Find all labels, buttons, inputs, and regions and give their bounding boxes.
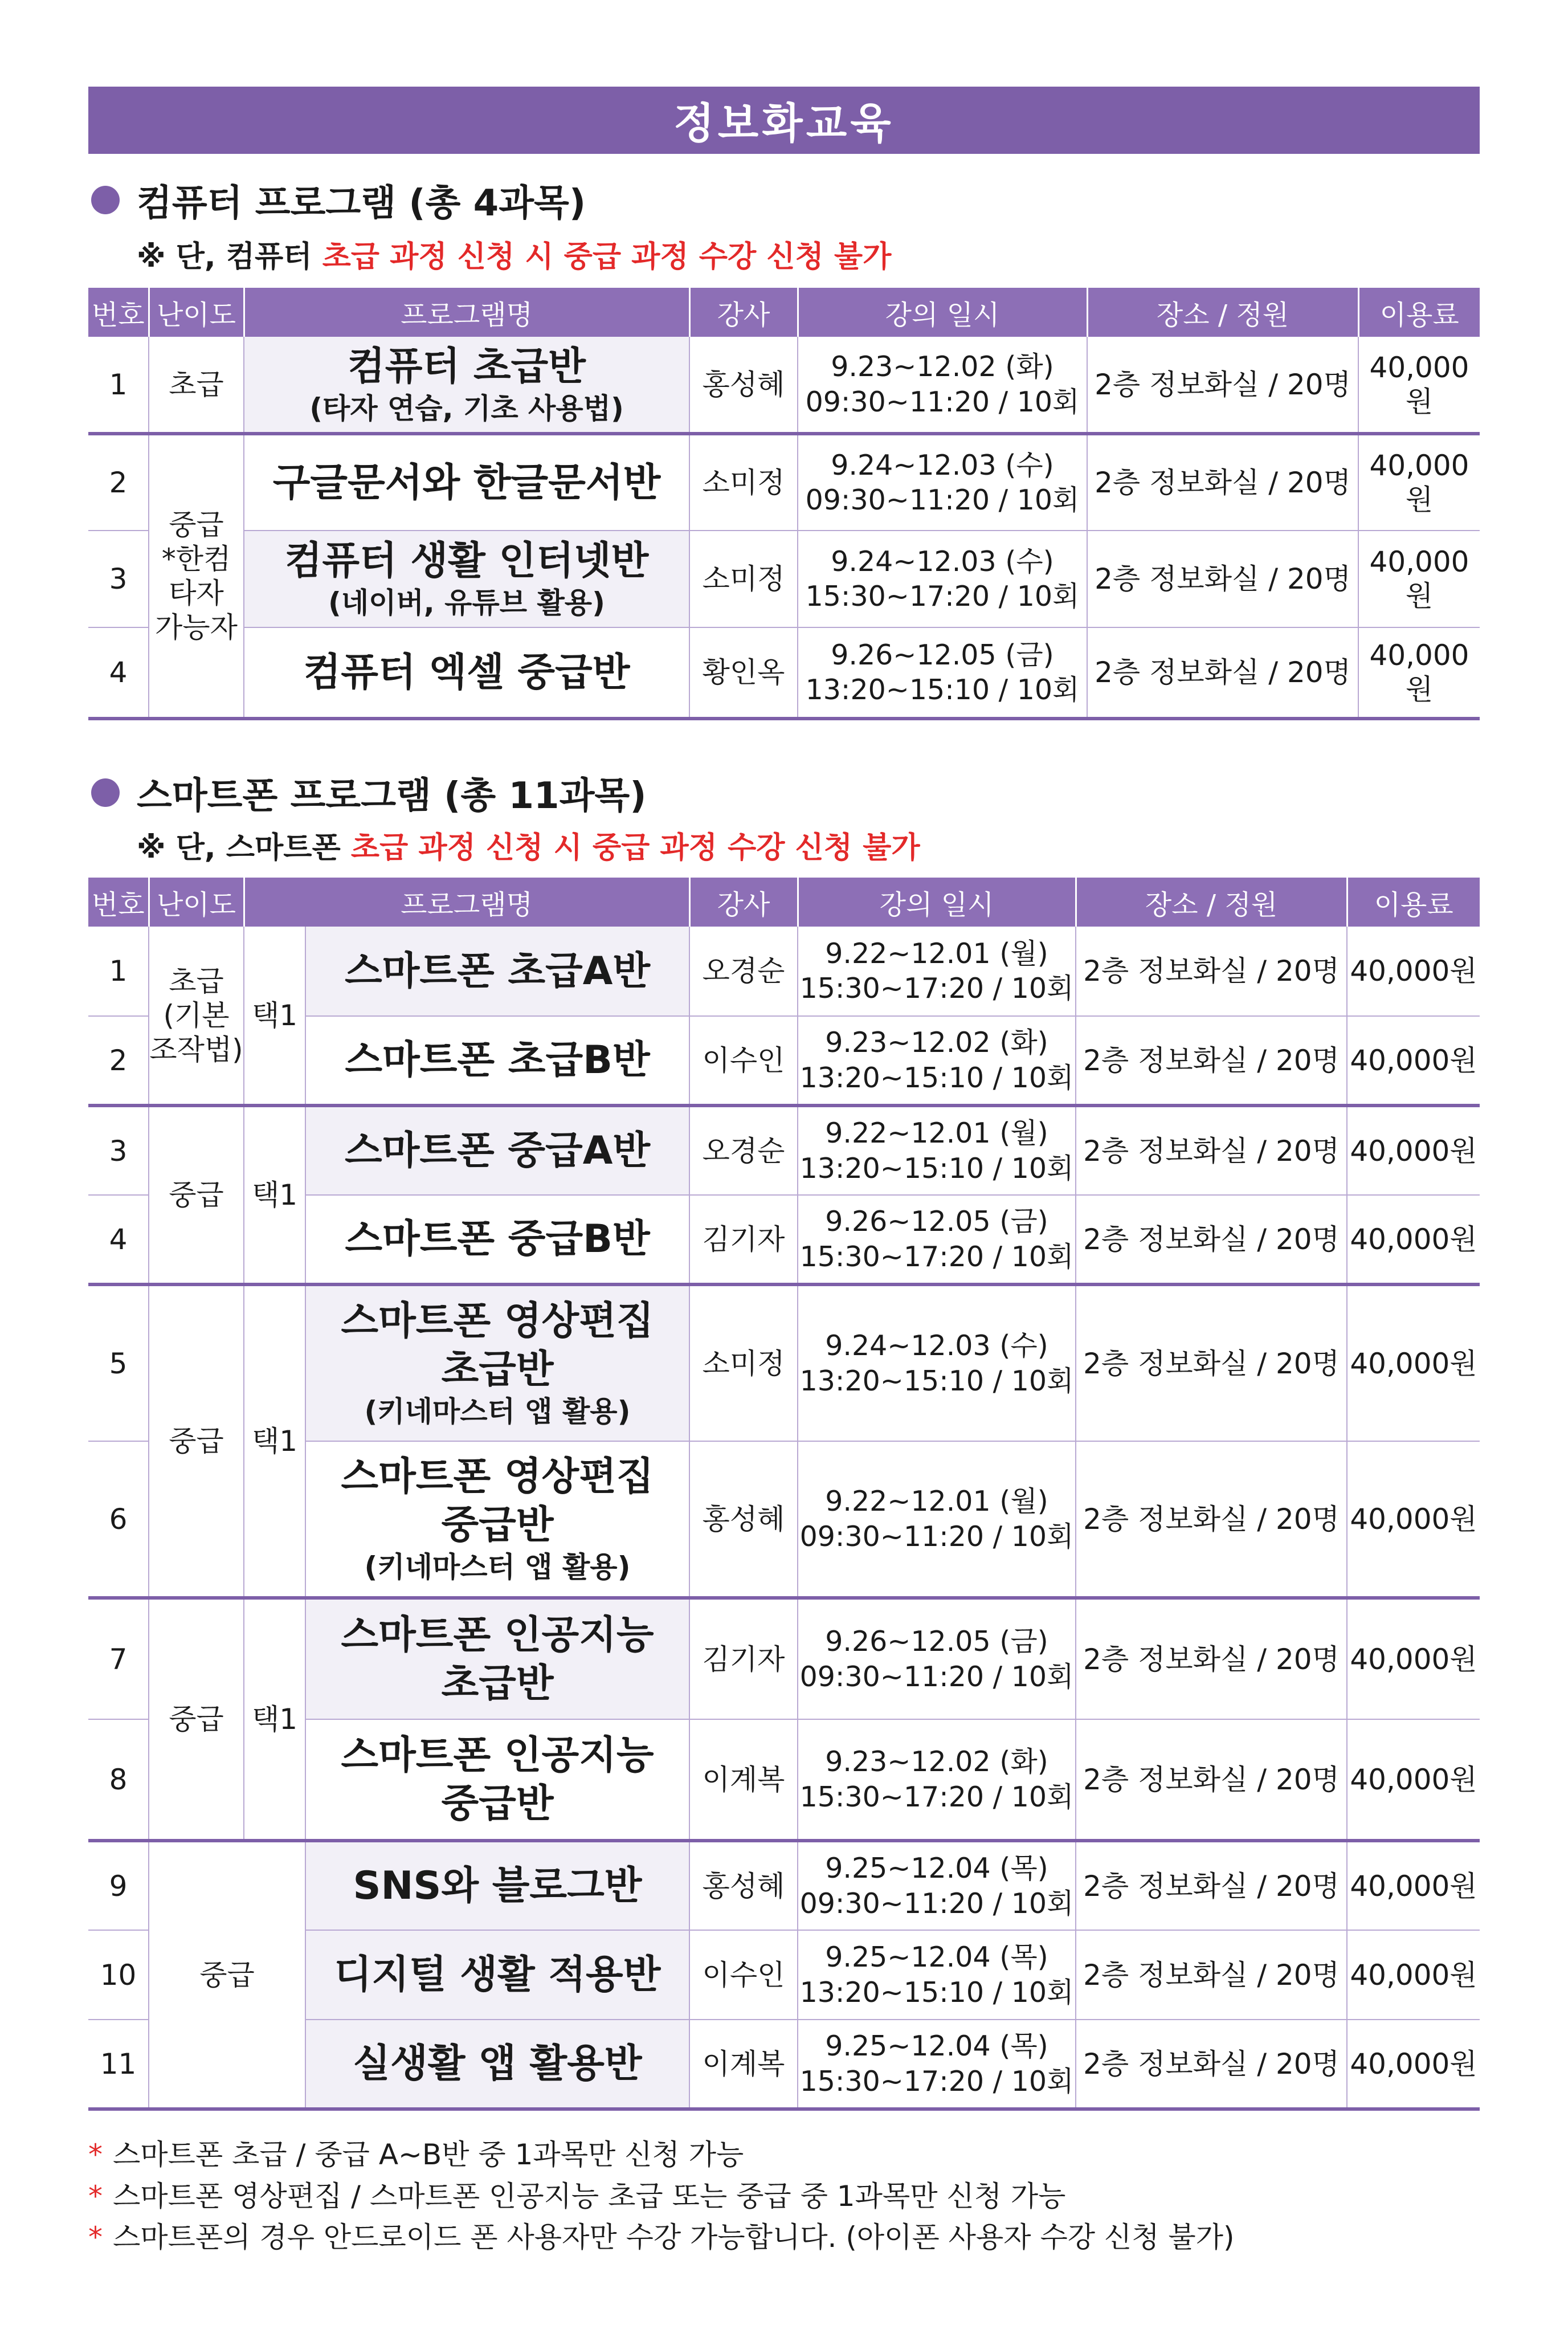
- time-range: 13:20~15:10 / 10회: [799, 1061, 1074, 1094]
- footnote-text: 스마트폰 초급 / 중급 A~B반 중 1과목만 신청 가능: [113, 2138, 744, 2171]
- row-teacher: 소미정: [689, 1284, 798, 1441]
- program-sub: (타자 연습, 기초 사용법): [309, 391, 624, 425]
- row-teacher: 홍성혜: [689, 1441, 798, 1598]
- computer-note-prefix: ※ 단, 컴퓨터: [137, 240, 312, 274]
- program-name: 스마트폰 인공지능: [341, 1732, 654, 1778]
- row-fee: 40,000원: [1347, 1106, 1480, 1195]
- row-program: [305, 1930, 689, 2020]
- smart-section-title: [91, 766, 646, 819]
- row-place: 2층 정보화실 / 20명: [1087, 337, 1358, 434]
- row-date: [798, 1106, 1076, 1195]
- row-no: 4: [88, 627, 149, 719]
- row-place: 2층 정보화실 / 20명: [1076, 927, 1347, 1016]
- header-date: 강의 일시: [798, 878, 1076, 927]
- footnote-text: 스마트폰 영상편집 / 스마트폰 인공지능 초급 또는 중급 중 1과목만 신청 가능: [113, 2179, 1066, 2213]
- date-range: 9.26~12.05 (금): [825, 1625, 1048, 1658]
- row-place: 2층 정보화실 / 20명: [1076, 1016, 1347, 1106]
- table-row: [88, 1841, 1480, 1930]
- row-date: [798, 1016, 1076, 1106]
- row-teacher: 김기자: [689, 1195, 798, 1284]
- bullet-dot-icon: [91, 778, 120, 807]
- row-no: 10: [88, 1930, 149, 2020]
- row-fee: 40,000원: [1347, 927, 1480, 1016]
- bullet-dot-icon: [91, 186, 120, 214]
- program-name-2: 초급반: [441, 1347, 554, 1393]
- page-banner: 정보화교육: [88, 87, 1480, 154]
- computer-note-warning: 초급 과정 신청 시 중급 과정 수강 신청 불가: [322, 240, 892, 274]
- row-no: 1: [88, 337, 149, 434]
- smart-title-text: 스마트폰 프로그램 (총 11과목): [137, 775, 647, 817]
- program-name: 스마트폰 초급B반: [345, 1038, 650, 1083]
- date-range: 9.23~12.02 (화): [825, 1745, 1048, 1779]
- table-header-row: [88, 878, 1480, 927]
- row-level: 초급: [149, 337, 244, 434]
- computer-note: [137, 233, 891, 275]
- row-no: 11: [88, 2020, 149, 2109]
- row-program: [244, 531, 689, 627]
- date-range: 9.26~12.05 (금): [831, 638, 1054, 671]
- row-fee: 40,000원: [1347, 1930, 1480, 2020]
- row-place: 2층 정보화실 / 20명: [1076, 1106, 1347, 1195]
- date-range: 9.23~12.02 (화): [825, 1026, 1048, 1059]
- date-range: 9.26~12.05 (금): [825, 1205, 1048, 1238]
- row-program: [305, 1598, 689, 1719]
- row-level: 중급: [149, 1841, 305, 2109]
- row-place: 2층 정보화실 / 20명: [1076, 1195, 1347, 1284]
- row-date: [798, 627, 1087, 719]
- program-name: SNS와 블로그반: [353, 1863, 642, 1908]
- smartphone-program-table: [88, 878, 1480, 2111]
- header-program: 프로그램명: [244, 878, 689, 927]
- time-range: 13:20~15:10 / 10회: [799, 1976, 1074, 2009]
- row-teacher: 이계복: [689, 2020, 798, 2109]
- row-teacher: 홍성혜: [689, 337, 798, 434]
- smart-note-prefix: ※ 단, 스마트폰: [137, 831, 341, 865]
- time-range: 13:20~15:10 / 10회: [799, 1364, 1074, 1397]
- row-no: 7: [88, 1598, 149, 1719]
- time-range: 15:30~17:20 / 10회: [799, 1240, 1074, 1273]
- row-no: 3: [88, 531, 149, 627]
- header-date: 강의 일시: [798, 288, 1087, 337]
- computer-title-text: 컴퓨터 프로그램 (총 4과목): [137, 182, 586, 225]
- level-mid: 중급: [169, 508, 224, 541]
- row-choose: 택1: [244, 1598, 305, 1841]
- row-place: 2층 정보화실 / 20명: [1076, 1441, 1347, 1598]
- time-range: 09:30~11:20 / 10회: [799, 1887, 1074, 1920]
- table-row: [88, 434, 1480, 531]
- program-sub: (키네마스터 앱 활용): [364, 1551, 631, 1584]
- program-name: 스마트폰 초급A반: [344, 948, 651, 994]
- row-fee: 40,000원: [1347, 1719, 1480, 1841]
- program-sub: (네이버, 유튜브 활용): [328, 586, 605, 620]
- row-fee: 40,000원: [1347, 1841, 1480, 1930]
- time-range: 15:30~17:20 / 10회: [799, 972, 1074, 1005]
- row-date: [798, 1841, 1076, 1930]
- row-date: [798, 927, 1076, 1016]
- row-fee: 40,000원: [1347, 2020, 1480, 2109]
- computer-program-table: [88, 288, 1480, 720]
- row-teacher: 황인옥: [689, 627, 798, 719]
- date-range: 9.24~12.03 (수): [831, 545, 1054, 578]
- row-place: 2층 정보화실 / 20명: [1076, 1841, 1347, 1930]
- row-fee: 40,000원: [1347, 1598, 1480, 1719]
- row-program: [244, 627, 689, 719]
- row-teacher: 이수인: [689, 1016, 798, 1106]
- date-range: 9.25~12.04 (목): [825, 1852, 1048, 1885]
- time-range: 09:30~11:20 / 10회: [799, 1660, 1074, 1693]
- row-place: 2층 정보화실 / 20명: [1076, 1598, 1347, 1719]
- header-teacher: 강사: [689, 878, 798, 927]
- program-name: 컴퓨터 생활 인터넷반: [284, 539, 649, 584]
- table-row: [88, 627, 1480, 719]
- footnote-item: [88, 2217, 1235, 2258]
- row-no: 3: [88, 1106, 149, 1195]
- row-date: [798, 337, 1087, 434]
- program-name: 디지털 생활 적용반: [334, 1952, 661, 1997]
- header-no: 번호: [88, 288, 149, 337]
- date-range: 9.22~12.01 (월): [825, 937, 1048, 970]
- row-fee: 40,000원: [1347, 1195, 1480, 1284]
- row-teacher: 홍성혜: [689, 1841, 798, 1930]
- row-level: 중급: [149, 1106, 244, 1284]
- row-no: 2: [88, 1016, 149, 1106]
- row-date: [798, 1195, 1076, 1284]
- row-no: 5: [88, 1284, 149, 1441]
- row-place: 2층 정보화실 / 20명: [1087, 434, 1358, 531]
- row-date: [798, 531, 1087, 627]
- footnote-item: [88, 2176, 1235, 2217]
- row-date: [798, 1719, 1076, 1841]
- table-row: [88, 1598, 1480, 1719]
- footnote-text: 스마트폰의 경우 안드로이드 폰 사용자만 수강 가능합니다. (아이폰 사용자 수강 신청 불가): [113, 2221, 1235, 2254]
- time-range: 09:30~11:20 / 10회: [799, 1520, 1074, 1553]
- row-level: [149, 434, 244, 719]
- program-name: 구글문서와 한글문서반: [272, 460, 661, 505]
- row-teacher: 김기자: [689, 1598, 798, 1719]
- table-row: [88, 337, 1480, 434]
- time-range: 15:30~17:20 / 10회: [799, 2065, 1074, 2098]
- row-level: 중급: [149, 1284, 244, 1598]
- row-choose: 택1: [244, 1284, 305, 1598]
- header-level: 난이도: [149, 878, 244, 927]
- time-range: 15:30~17:20 / 10회: [805, 580, 1080, 613]
- program-name: 스마트폰 중급A반: [344, 1128, 651, 1173]
- row-fee: 40,000원: [1347, 1016, 1480, 1106]
- row-program: [305, 1016, 689, 1106]
- date-range: 9.22~12.01 (월): [825, 1485, 1048, 1518]
- row-date: [798, 1441, 1076, 1598]
- row-date: [798, 1930, 1076, 2020]
- program-name: 스마트폰 영상편집: [341, 1299, 654, 1344]
- row-date: [798, 434, 1087, 531]
- date-range: 9.25~12.04 (목): [825, 1941, 1048, 1974]
- date-range: 9.23~12.02 (화): [831, 350, 1054, 384]
- header-fee: 이용료: [1347, 878, 1480, 927]
- date-range: 9.22~12.01 (월): [825, 1117, 1048, 1150]
- row-date: [798, 1598, 1076, 1719]
- row-fee: 40,000원: [1347, 1441, 1480, 1598]
- row-teacher: 오경순: [689, 927, 798, 1016]
- row-no: 1: [88, 927, 149, 1016]
- row-teacher: 오경순: [689, 1106, 798, 1195]
- program-name: 스마트폰 인공지능: [341, 1612, 654, 1658]
- date-range: 9.24~12.03 (수): [825, 1329, 1048, 1363]
- row-program: [305, 1441, 689, 1598]
- time-range: 13:20~15:10 / 10회: [799, 1152, 1074, 1185]
- row-level: 중급: [149, 1598, 244, 1841]
- row-teacher: 소미정: [689, 531, 798, 627]
- row-no: 2: [88, 434, 149, 531]
- row-teacher: 이수인: [689, 1930, 798, 2020]
- level-basic: 초급: [169, 964, 224, 998]
- header-teacher: 강사: [689, 288, 798, 337]
- header-place: 장소 / 정원: [1087, 288, 1358, 337]
- row-date: [798, 2020, 1076, 2109]
- program-name: 스마트폰 중급B반: [345, 1217, 650, 1262]
- program-name: 실생활 앱 활용반: [353, 2041, 642, 2086]
- row-choose: 택1: [244, 1106, 305, 1284]
- row-program: [305, 1719, 689, 1841]
- header-level: 난이도: [149, 288, 244, 337]
- row-fee: 40,000원: [1347, 1284, 1480, 1441]
- level-note-1: *한컴: [161, 543, 231, 576]
- row-no: 4: [88, 1195, 149, 1284]
- row-fee: 40,000원: [1358, 627, 1480, 719]
- row-date: [798, 1284, 1076, 1441]
- table-row: [88, 927, 1480, 1016]
- table-row: [88, 1284, 1480, 1441]
- footnote-star: *: [88, 2221, 103, 2254]
- time-range: 15:30~17:20 / 10회: [799, 1780, 1074, 1813]
- level-basic-note-2: 조작법): [149, 1033, 243, 1066]
- row-place: 2층 정보화실 / 20명: [1076, 1284, 1347, 1441]
- header-no: 번호: [88, 878, 149, 927]
- header-program: 프로그램명: [244, 288, 689, 337]
- row-level: [149, 927, 244, 1106]
- row-fee: 40,000원: [1358, 531, 1480, 627]
- row-program: [305, 2020, 689, 2109]
- row-no: 9: [88, 1841, 149, 1930]
- level-note-2: 타자: [169, 577, 224, 610]
- date-range: 9.24~12.03 (수): [831, 448, 1054, 482]
- table-row: [88, 1106, 1480, 1195]
- row-program: [244, 337, 689, 434]
- program-name: 컴퓨터 엑셀 중급반: [303, 650, 630, 695]
- row-choose: 택1: [244, 927, 305, 1106]
- program-name: 스마트폰 영상편집: [341, 1454, 654, 1500]
- row-teacher: 이계복: [689, 1719, 798, 1841]
- computer-section-title: [91, 174, 586, 226]
- row-place: 2층 정보화실 / 20명: [1076, 1930, 1347, 2020]
- program-name: 컴퓨터 초급반: [348, 344, 586, 389]
- row-no: 8: [88, 1719, 149, 1841]
- row-program: [305, 1195, 689, 1284]
- row-program: [305, 1106, 689, 1195]
- table-header-row: [88, 288, 1480, 337]
- program-name-2: 초급반: [441, 1661, 554, 1706]
- header-fee: 이용료: [1358, 288, 1480, 337]
- footnotes: [88, 2134, 1235, 2258]
- header-place: 장소 / 정원: [1076, 878, 1347, 927]
- row-place: 2층 정보화실 / 20명: [1076, 1719, 1347, 1841]
- time-range: 09:30~11:20 / 10회: [805, 385, 1080, 418]
- footnote-item: [88, 2134, 1235, 2176]
- row-fee: 40,000원: [1358, 337, 1480, 434]
- footnote-star: *: [88, 2179, 103, 2213]
- smart-note: [137, 823, 920, 866]
- row-place: 2층 정보화실 / 20명: [1087, 627, 1358, 719]
- date-range: 9.25~12.04 (목): [825, 2030, 1048, 2063]
- time-range: 13:20~15:10 / 10회: [805, 674, 1080, 706]
- row-fee: 40,000원: [1358, 434, 1480, 531]
- row-program: [305, 1841, 689, 1930]
- table-row: [88, 531, 1480, 627]
- row-program: [305, 927, 689, 1016]
- time-range: 09:30~11:20 / 10회: [805, 484, 1080, 516]
- row-place: 2층 정보화실 / 20명: [1087, 531, 1358, 627]
- row-no: 6: [88, 1441, 149, 1598]
- program-name-2: 중급반: [441, 1503, 554, 1548]
- row-teacher: 소미정: [689, 434, 798, 531]
- footnote-star: *: [88, 2138, 103, 2171]
- level-basic-note-1: (기본: [163, 998, 230, 1032]
- row-place: 2층 정보화실 / 20명: [1076, 2020, 1347, 2109]
- level-note-3: 가능자: [155, 611, 238, 644]
- row-program: [244, 434, 689, 531]
- row-program: [305, 1284, 689, 1441]
- program-sub: (키네마스터 앱 활용): [364, 1395, 631, 1429]
- program-name-2: 중급반: [441, 1781, 554, 1826]
- smart-note-warning: 초급 과정 신청 시 중급 과정 수강 신청 불가: [350, 831, 920, 865]
